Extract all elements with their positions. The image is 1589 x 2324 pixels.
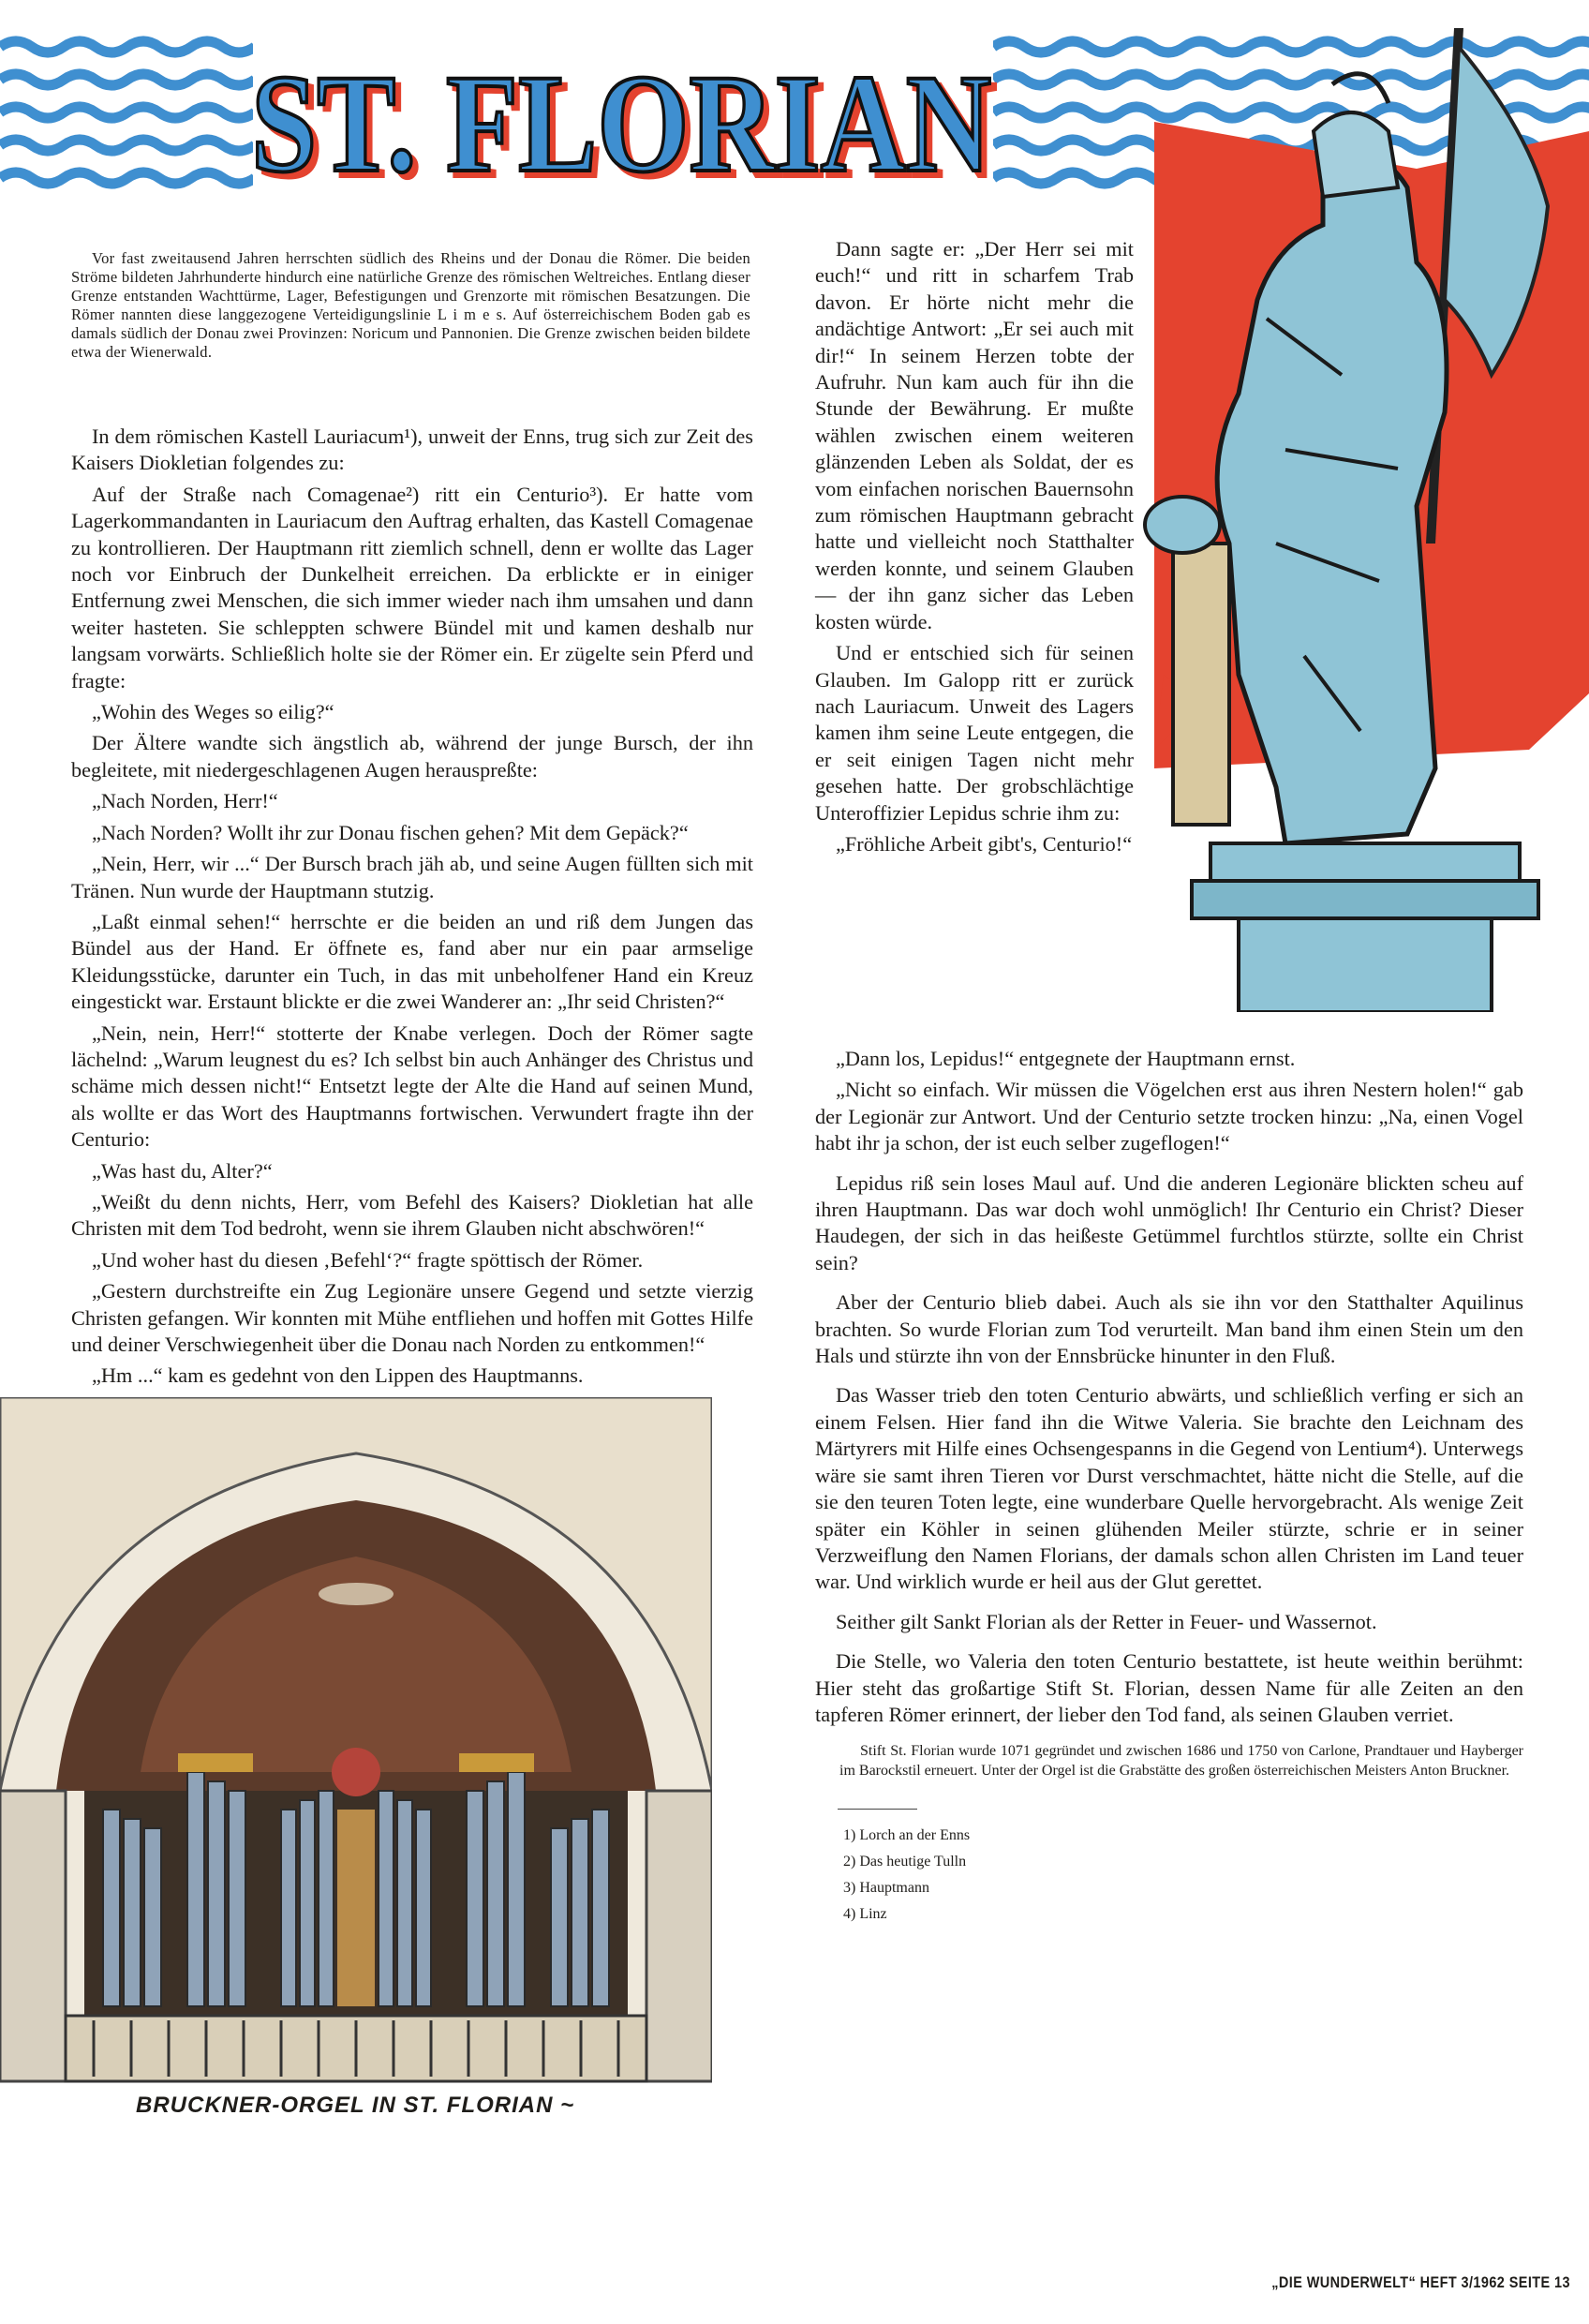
caption-text: Stift St. Florian wurde 1071 gegründet und zwischen 1686 und 1750 von Carlone, Prandtauer und Hayberger im Barockstil erneuert. Unter der Orgel ist die Grabstätte des großen österreichischen Meisters Anton Bruckner.	[839, 1743, 1523, 1780]
paragraph: Das Wasser trieb den toten Centurio abwärts, und schließlich verfing er sich an einem Felsen. Hier fand ihn die Witwe Valeria. Sie brachte den Leichnam des Märtyrers mit Hilfe eines Ochsengespanns in die Gegend von Lentium⁴). Unterwegs wäre sie samt ihren Tieren vor Durst verschmachtet, hätte nicht die Stelle, auf die sie den teuren Toten legte, eine wunderbare Quelle hervorgebracht. Als wenige Zeit später ein Köhler in seinen glühenden Meiler stürzte, schrie er in seiner Verzweiflung den Namen Florians, der damals schon allen Christen im Land teuer war. Und wirklich wurde er heil aus der Glut gerettet.	[815, 1383, 1523, 1594]
bruckner-organ-illustration	[0, 1397, 712, 2138]
paragraph: „Weißt du denn nichts, Herr, vom Befehl des Kaisers? Diokletian hat alle Christen mit dem Tod bedroht, wenn sie ihrem Glauben nicht abschwören!“	[71, 1189, 753, 1241]
page-title-text: ST. FLORIAN	[251, 46, 991, 201]
paragraph: „Gestern durchstreifte ein Zug Legionäre unsere Gegend und setzte vierzig Christen gefangen. Wir konnten mit Mühe entfliehen und hoffen mit Gottes Hilfe und deiner Verschwiegenheit über die Donau nach Norden zu entkommen!“	[71, 1279, 753, 1356]
paragraph: In dem römischen Kastell Lauriacum¹), unweit der Enns, trug sich zur Zeit des Kaisers Diokletian folgendes zu:	[71, 425, 753, 475]
paragraph: Dann sagte er: „Der Herr sei mit euch!“ und ritt in scharfem Trab davon. Er hörte nicht mehr die andächtige Antwort: „Er sei auch mit dir!“ In seinem Herzen tobte der Aufruhr. Nun kam auch für ihn die Stunde der Bewährung. Er mußte wählen zwischen einem weiteren glänzenden Leben als Soldat, der es vom einfachen norischen Bauernsohn zum römischen Hauptmann gebracht hatte und vielleicht noch Statthalter werden konnte, und seinem Glauben — der ihn ganz sicher das Leben kosten würde.	[815, 237, 1134, 633]
footnote: 1) Lorch an der Enns	[843, 1827, 971, 1844]
paragraph: „Und woher hast du diesen ‚Befehl‘?“ fragte spöttisch der Römer.	[92, 1247, 644, 1272]
right-flow	[815, 236, 1527, 1928]
intro-paragraph	[71, 249, 750, 362]
paragraph: Seither gilt Sankt Florian als der Retter in Feuer- und Wassernot.	[836, 1609, 1377, 1633]
page-title	[239, 36, 1007, 201]
paragraph: Die Stelle, wo Valeria den toten Centurio bestattete, ist heute weithin berühmt: Hier steht das großartige Stift St. Florian, dessen Name für alle Zeiten an den tapferen Römer erinnert, der lieber den Tod fand, als seinen Glauben verriet.	[815, 1649, 1523, 1726]
paragraph: Lepidus riß sein loses Maul auf. Und die anderen Legionäre blickten scheu auf ihren Hauptmann. Das war doch wohl unmöglich! Ihr Centurio ein Christ? Dieser Haudegen, der sich in das heißeste Getümmel furchtlos stürzte, sollte ein Christ sein?	[815, 1170, 1523, 1274]
paragraph: „Nicht so einfach. Wir müssen die Vögelchen erst aus ihren Nestern holen!“ gab der Legionär zur Antwort. Und der Centurio setzte trocken hinzu: „Na, einen Vogel habt ihr ja schon, der ist euch selber zugeflogen!“	[815, 1078, 1523, 1155]
paragraph: Auf der Straße nach Comagenae²) ritt ein Centurio³). Er hatte vom Lagerkommandanten in Lauriacum den Auftrag erhalten, das Kastell Comagenae zu kontrollieren. Der Hauptmann ritt ziemlich schnell, denn er wollte das Lager noch vor Einbruch der Dunkelheit erreichen. Da erblickte er in einiger Entfernung zwei Menschen, die sich immer wieder nach ihm umsahen und dann weiter hasteten. Sie schleppten schwere Bündel mit und kamen deshalb nur langsam vorwärts. Schließlich holte sie der Römer ein. Er zügelte sein Pferd und fragte:	[71, 482, 753, 693]
paragraph: „Nein, nein, Herr!“ stotterte der Knabe verlegen. Doch der Römer sagte lächelnd: „Warum leugnest du es? Ich selbst bin auch Anhänger des Christus und schäme mich dessen nicht!“ Entsetzt legte der Alte die Hand auf seinen Mund, als wollte er das Wort des Hauptmanns fortwischen. Verwundert fragte ihn der Centurio:	[71, 1020, 753, 1152]
paragraph: „Nein, Herr, wir ...“ Der Bursch brach jäh ab, und seine Augen füllten sich mit Tränen. Nun wurde der Hauptmann stutzig.	[71, 852, 753, 902]
paragraph: „Dann los, Lepidus!“ entgegnete der Hauptmann ernst.	[836, 1047, 1296, 1070]
intro-text: Vor fast zweitausend Jahren herrschten südlich des Rheins und der Donau die Römer. Die beiden Ströme bildeten Jahrhunderte hindurch eine natürliche Grenze des römischen Weltreiches. Entlang dieser Grenze entstanden Wachttürme, Lager, Befestigungen und Grenzorte mit römischen Besatzungen. Die Römer nannten diese langgezogene Verteidigungslinie L i m e s. Auf österreichischem Boden gab es damals südlich der Donau zwei Provinzen: Noricum und Pannonien. Die Grenze zwischen beiden bildete etwa der Wienerwald.	[71, 249, 750, 361]
paragraph: „Laßt einmal sehen!“ herrschte er die beiden an und riß dem Jungen das Bündel aus der Hand. Er öffnete es, fand aber nur ein paar armselige Kleidungsstücke, darunter ein Tuch, in das mit unbeholfener Hand ein Kreuz eingestickt war. Erstaunt blickte er die zwei Wanderer an: „Ihr seid Christen?“	[71, 909, 753, 1014]
paragraph: Aber der Centurio blieb dabei. Auch als sie ihn vor den Statthalter Aquilinus brachten. So wurde Florian zum Tod verurteilt. Man band ihm einen Stein um den Hals und stürzte ihn von der Ennsbrücke hinunter in den Fluß.	[815, 1290, 1523, 1368]
illustration-caption	[839, 1741, 1523, 1780]
footnote: 4) Linz	[843, 1906, 887, 1923]
article-right-wide-column	[815, 1046, 1523, 1728]
paragraph: Der Ältere wandte sich ängstlich ab, während der junge Bursch, der ihn begleitete, mit niedergeschlagenen Augen herauspreßte:	[71, 731, 753, 782]
footnote: 3) Hauptmann	[843, 1880, 929, 1897]
paragraph: „Hm ...“ kam es gedehnt von den Lippen des Hauptmanns.	[92, 1363, 584, 1388]
paragraph: „Was hast du, Alter?“	[92, 1158, 273, 1183]
footnote: 2) Das heutige Tulln	[843, 1854, 967, 1870]
paragraph: „Fröhliche Arbeit gibt's, Centurio!“	[836, 831, 1133, 856]
organ-figure	[0, 1397, 712, 2138]
article-left-column	[71, 424, 753, 1390]
footnotes	[843, 1823, 1527, 1928]
footnote-divider	[838, 1809, 917, 1810]
paragraph: „Nach Norden? Wollt ihr zur Donau fischen gehen? Mit dem Gepäck?“	[92, 820, 689, 844]
paragraph: „Nach Norden, Herr!“	[92, 789, 278, 813]
left-flow	[0, 424, 759, 2138]
organ-caption: BRUCKNER-ORGEL IN ST. FLORIAN ~	[136, 2092, 575, 2118]
article-right-narrow-column	[815, 236, 1134, 1040]
paragraph: „Wohin des Weges so eilig?“	[92, 700, 334, 724]
page-footer: „DIE WUNDERWELT“ HEFT 3/1962 SEITE 13	[1271, 2273, 1570, 2291]
header-waves-left	[0, 28, 253, 206]
paragraph: Und er entschied sich für seinen Glauben. Im Galopp ritt er zurück nach Lauriacum. Unweit des Lagers kamen ihm seine Leute entgegen, die er seit einigen Tagen nicht mehr gesehen hatte. Der grobschlächtige Unteroffizier Lepidus schrie ihm zu:	[815, 641, 1134, 825]
